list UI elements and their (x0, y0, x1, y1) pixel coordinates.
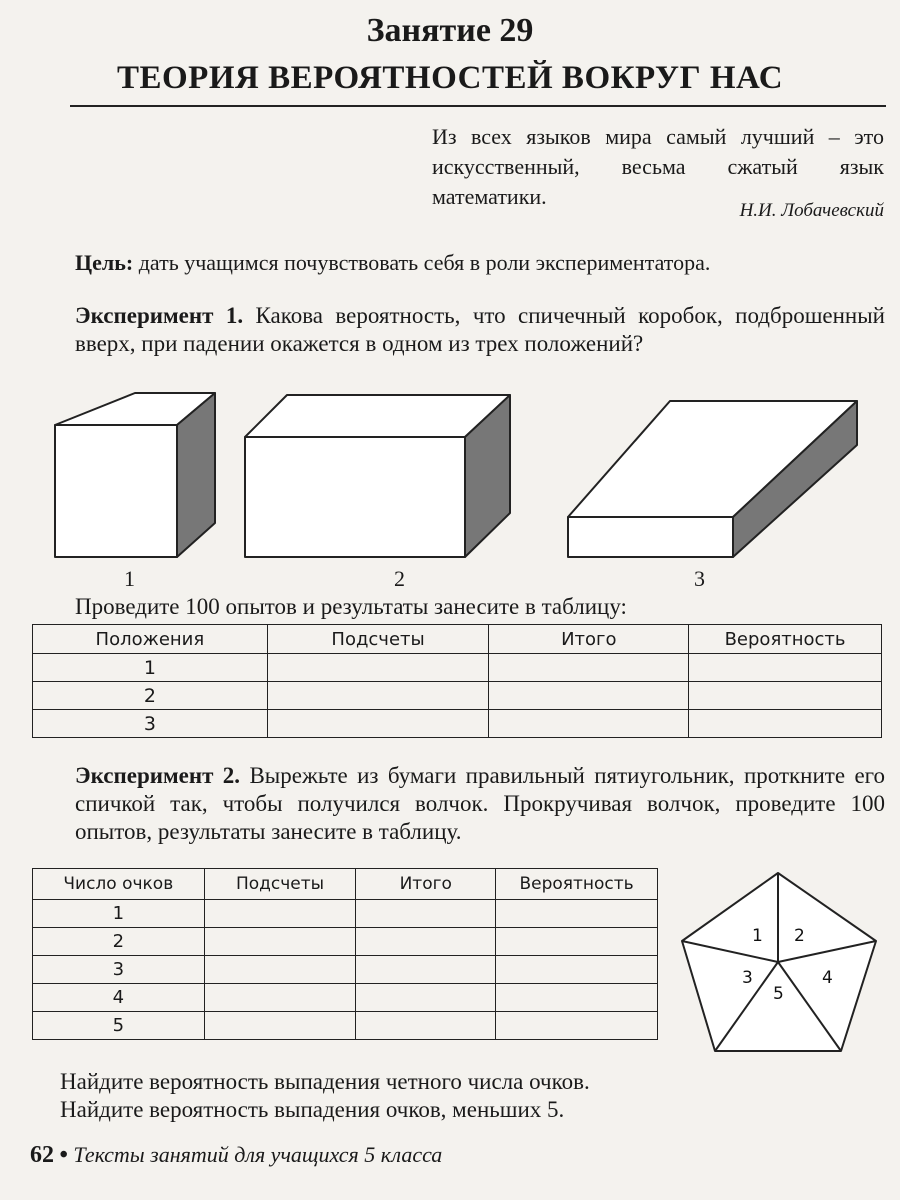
position-cell: 2 (33, 682, 268, 710)
matchbox-label-2: 2 (394, 566, 405, 591)
tally-cell[interactable] (204, 984, 356, 1012)
table-row (33, 682, 882, 710)
total-cell[interactable] (356, 1012, 496, 1040)
column-header: Вероятность (496, 869, 658, 900)
experiment1-instruction: Проведите 100 опытов и результаты занесите в таблицу: (75, 594, 627, 619)
pentagon-spinner-figure (676, 865, 886, 1065)
column-header: Итого (489, 625, 689, 654)
probability-cell[interactable] (496, 956, 658, 984)
total-cell[interactable] (356, 956, 496, 984)
experiment1-label: Эксперимент 1. (75, 303, 244, 328)
column-header: Подсчеты (204, 869, 356, 900)
probability-cell[interactable] (689, 654, 882, 682)
page-number: 62 (30, 1142, 54, 1168)
footer-bullet: • (59, 1142, 68, 1168)
tally-cell[interactable] (267, 682, 489, 710)
probability-cell[interactable] (496, 900, 658, 928)
column-header: Число очков (33, 869, 205, 900)
question-even-points: Найдите вероятность выпадения четного числа очков. (60, 1069, 590, 1094)
points-cell: 4 (33, 984, 205, 1012)
footer-text: Тексты занятий для учащихся 5 класса (73, 1142, 443, 1167)
total-cell[interactable] (489, 654, 689, 682)
tally-cell[interactable] (267, 710, 489, 738)
experiment1-table (32, 624, 882, 738)
experiment2-text (75, 762, 885, 846)
matchbox-label-3: 3 (694, 566, 705, 591)
tally-cell[interactable] (204, 900, 356, 928)
experiment2-label: Эксперимент 2. (75, 763, 241, 788)
matchbox-label-1: 1 (124, 566, 135, 591)
table-header-row (33, 625, 882, 654)
column-header: Итого (356, 869, 496, 900)
position-cell: 3 (33, 710, 268, 738)
total-cell[interactable] (489, 682, 689, 710)
final-questions (60, 1068, 880, 1124)
probability-cell[interactable] (496, 1012, 658, 1040)
points-cell: 2 (33, 928, 205, 956)
matchbox-positions-figure (45, 385, 875, 565)
position-cell: 1 (33, 654, 268, 682)
lesson-title: ТЕОРИЯ ВЕРОЯТНОСТЕЙ ВОКРУГ НАС (116, 60, 784, 96)
matchbox-position-2 (245, 395, 510, 557)
pentagon-sector-label: 3 (742, 968, 753, 988)
goal-text: дать учащимся почувствовать себя в роли экспериментатора. (138, 250, 711, 275)
table-row (33, 710, 882, 738)
experiment1-question: Какова вероятность, что спичечный коробок, подброшенный вверх, при падении окажется в одном из трех положений? (75, 303, 885, 356)
experiment1-text (75, 302, 885, 358)
points-cell: 5 (33, 1012, 205, 1040)
lesson-goal (75, 248, 885, 278)
table-row (33, 956, 658, 984)
matchbox-position-3 (568, 401, 857, 557)
epigraph-author: Н.И. Лобачевский (739, 200, 884, 221)
pentagon-sector-label: 2 (794, 926, 805, 946)
matchbox-position-1 (55, 393, 215, 557)
table-row (33, 984, 658, 1012)
points-cell: 3 (33, 956, 205, 984)
tally-cell[interactable] (267, 654, 489, 682)
column-header: Положения (33, 625, 268, 654)
experiment2-table (32, 868, 658, 1040)
table-row (33, 1012, 658, 1040)
total-cell[interactable] (356, 984, 496, 1012)
points-cell: 1 (33, 900, 205, 928)
probability-cell[interactable] (496, 928, 658, 956)
experiment2-instruction: Вырежьте из бумаги правильный пятиугольник, проткните его спичкой так, чтобы получился волчок. Прокручивая волчок, проведите 100 опытов, результаты занесите в таблицу. (75, 763, 886, 844)
total-cell[interactable] (356, 928, 496, 956)
pentagon-sector-label: 4 (822, 968, 833, 988)
question-less-than-5: Найдите вероятность выпадения очков, меньших 5. (60, 1097, 565, 1122)
probability-cell[interactable] (496, 984, 658, 1012)
lesson-number: Занятие 29 (366, 12, 534, 49)
epigraph-quote: Из всех языков мира самый лучший – это искусственный, весьма сжатый язык математики. (432, 124, 884, 209)
table-row (33, 900, 658, 928)
tally-cell[interactable] (204, 1012, 356, 1040)
probability-cell[interactable] (689, 682, 882, 710)
title-divider (70, 105, 886, 107)
tally-cell[interactable] (204, 956, 356, 984)
table-row (33, 928, 658, 956)
pentagon-sector-label: 1 (752, 926, 763, 946)
pentagon-sector-label: 5 (773, 984, 784, 1004)
column-header: Вероятность (689, 625, 882, 654)
tally-cell[interactable] (204, 928, 356, 956)
total-cell[interactable] (356, 900, 496, 928)
total-cell[interactable] (489, 710, 689, 738)
page-footer (30, 1142, 442, 1169)
probability-cell[interactable] (689, 710, 882, 738)
goal-label: Цель: (75, 250, 134, 275)
table-row (33, 654, 882, 682)
column-header: Подсчеты (267, 625, 489, 654)
table-header-row (33, 869, 658, 900)
